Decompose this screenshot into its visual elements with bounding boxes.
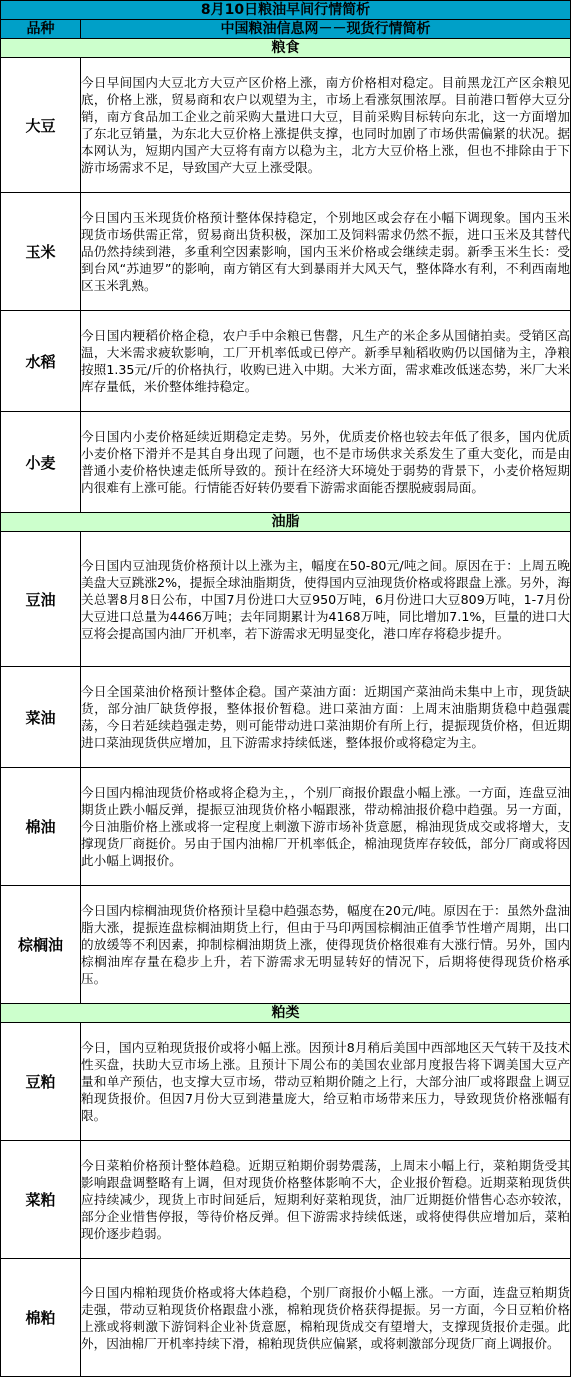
variety-name: 菜油 (1, 667, 81, 768)
section-title: 粮食 (1, 39, 571, 58)
variety-analysis: 今日全国菜油价格预计整体企稳。国产菜油方面：近期国产菜油尚未集中上市，现货缺货，部分油厂缺货停报，整体报价暂稳。进口菜油方面：上周末油脂期货稳中趋强震荡，今日若延续趋强走势，则可能带动进口菜油期价有所上行，提振现货价格，但近期进口菜油现货供应增加，且下游需求持续低迷，整体报价或将稳定为主。 (81, 667, 571, 768)
table-row (1, 193, 571, 311)
table-row (1, 667, 571, 768)
variety-analysis: 今日国内棕榈油现货价格预计呈稳中趋强态势，幅度在20元/吨。原因在于：虽然外盘油脂大涨，提振连盘棕榈油期货上行，但由于马印两国棕榈油正值季节性增产周期，出口的放缓等不利因素，抑制棕榈油期货上涨，使得现货价格很难有大涨行情。另外，国内棕榈油库存量在稳步上升，若下游需求无明显转好的情况下，后期将使得现货价格承压。 (81, 886, 571, 1004)
variety-name: 豆油 (1, 532, 81, 667)
section-row-grain (1, 39, 571, 58)
section-title: 粕类 (1, 1004, 571, 1023)
table-row (1, 768, 571, 886)
variety-analysis: 今日国内粳稻价格企稳，农户手中余粮已售罄，凡生产的米企多从国储拍卖。受销区高温，大米需求疲软影响，工厂开机率低或已停产。新季早籼稻收购仍以国储为主，净粮按照1.35元/斤的价格执行，收购已进入中期。大米方面，需求难改低迷态势，米厂大米库存量低，米价整体维持稳定。 (81, 311, 571, 412)
variety-analysis: 今日早间国内大豆北方大豆产区价格上涨，南方价格相对稳定。目前黑龙江产区余粮见底，价格上涨，贸易商和农户以观望为主，市场上看涨氛围浓厚。目前港口暂停大豆分销，南方食品加工企业之前采购大量进口大豆，目前采购目标转向东北，这一方面增加了东北豆销量，为东北大豆价格上涨提供支撑，也同时加剧了市场供需偏紧的状况。据本网认为，短期内国产大豆将有南方以稳为主，北方大豆价格上涨，但也不排除由于下游市场需求不足，导致国产大豆上涨受限。 (81, 58, 571, 193)
table-row (1, 1259, 571, 1377)
title-row (1, 1, 571, 20)
variety-analysis: 今日国内棉粕现货价格或将大体趋稳，个别厂商报价小幅上涨。一方面，连盘豆粕期货走强，带动豆粕现货价格跟盘小涨，棉粕现货价格获得提振。另一方面，今日豆粕价格上涨或将刺激下游饲料企业补货意愿，棉粕现货成交有望增大，支撑现货报价走强。此外，因油棉厂开机率持续下滑，棉粕现货供应偏紧，或将刺激部分现货厂商上调报价。 (81, 1259, 571, 1377)
variety-analysis: 今日菜粕价格预计整体趋稳。近期豆粕期价弱势震荡，上周末小幅上行，菜粕期货受其影响跟盘调整略有上调，但对现货价格整体影响不大，企业报价暂稳。近期菜粕现货供应持续减少，现货上市时间延后，短期利好菜粕现货，油厂近期挺价惜售心态亦较浓，部分企业惜售停报，等待价格反弹。但下游需求持续低迷，或将使得供应增加后，菜粕现价逐步趋弱。 (81, 1141, 571, 1259)
header-row (1, 20, 571, 39)
variety-name: 棉粕 (1, 1259, 81, 1377)
variety-name: 玉米 (1, 193, 81, 311)
variety-name: 棉油 (1, 768, 81, 886)
section-title: 油脂 (1, 513, 571, 532)
section-row-oils (1, 513, 571, 532)
section-row-meals (1, 1004, 571, 1023)
table-row (1, 1023, 571, 1141)
variety-analysis: 今日国内玉米现货价格预计整体保持稳定，个别地区或会存在小幅下调现象。国内玉米现货市场供需正常，贸易商出货积极，深加工及饲料需求仍然不振，进口玉米及其替代品仍然持续到港，多重利空因素影响，国内玉米价格或会继续走弱。新季玉米生长：受到台风“苏迪罗”的影响，南方销区有大到暴雨并大风天气，整体降水有利，不利西南地区玉米乳熟。 (81, 193, 571, 311)
page-title: 8月10日粮油早间行情简析 (1, 1, 571, 20)
table-row (1, 412, 571, 513)
header-variety: 品种 (1, 20, 81, 39)
variety-name: 棕榈油 (1, 886, 81, 1004)
table-row (1, 532, 571, 667)
table-row (1, 58, 571, 193)
variety-analysis: 今日国内豆油现货价格预计以上涨为主，幅度在50-80元/吨之间。原因在于：上周五晚美盘大豆跳涨2%，提振全球油脂期货，使得国内豆油现货价格或将跟盘上涨。另外，海关总署8月8日公布，中国7月份进口大豆950万吨，6月份进口大豆809万吨，1-7月份大豆进口总量为4466万吨；去年同期累计为4168万吨，同比增加7.1%，巨量的进口大豆将会提高国内油厂开机率，若下游需求无明显变化，港口库存将稳步提升。 (81, 532, 571, 667)
header-brief: 中国粮油信息网－－现货行情简析 (81, 20, 571, 39)
variety-analysis: 今日国内小麦价格延续近期稳定走势。另外，优质麦价格也较去年低了很多，国内优质小麦价格下滑并不是其自身出现了问题，也不是市场供求关系发生了重大变化，而是由普通小麦价格快速走低所导致的。预计在经济大环境处于弱势的背景下，小麦价格短期内很难有上涨可能。行情能否好转仍要看下游需求面能否摆脱疲弱局面。 (81, 412, 571, 513)
variety-name: 水稻 (1, 311, 81, 412)
table-row (1, 1141, 571, 1259)
variety-name: 小麦 (1, 412, 81, 513)
variety-name: 豆粕 (1, 1023, 81, 1141)
variety-name: 菜粕 (1, 1141, 81, 1259)
variety-analysis: 今日国内棉油现货价格或将企稳为主，，个别厂商报价跟盘小幅上涨。一方面，连盘豆油期货止跌小幅反弹，提振豆油现货价格小幅跟涨，带动棉油报价稳中趋强。另一方面，今日油脂价格上涨或将一定程度上刺激下游市场补货意愿，棉油现货成交或将增大，支撑现货厂商挺价。另由于国内油棉厂开机率低企，棉油现货库存较低，部分厂商或将因此小幅上调报价。 (81, 768, 571, 886)
variety-analysis: 今日，国内豆粕现货报价或将小幅上涨。因预计8月稍后美国中西部地区天气转干及技术性买盘，扶助大豆市场上涨。且预计下周公布的美国农业部月度报告将下调美国大豆产量和单产预估，也支撑大豆市场，带动豆粕期价随之上行，大部分油厂或将跟盘上调豆粕现货报价。但因7月份大豆到港量庞大，给豆粕市场带来压力，导致现货价格涨幅有限。 (81, 1023, 571, 1141)
variety-name: 大豆 (1, 58, 81, 193)
table-row (1, 886, 571, 1004)
table-row (1, 311, 571, 412)
